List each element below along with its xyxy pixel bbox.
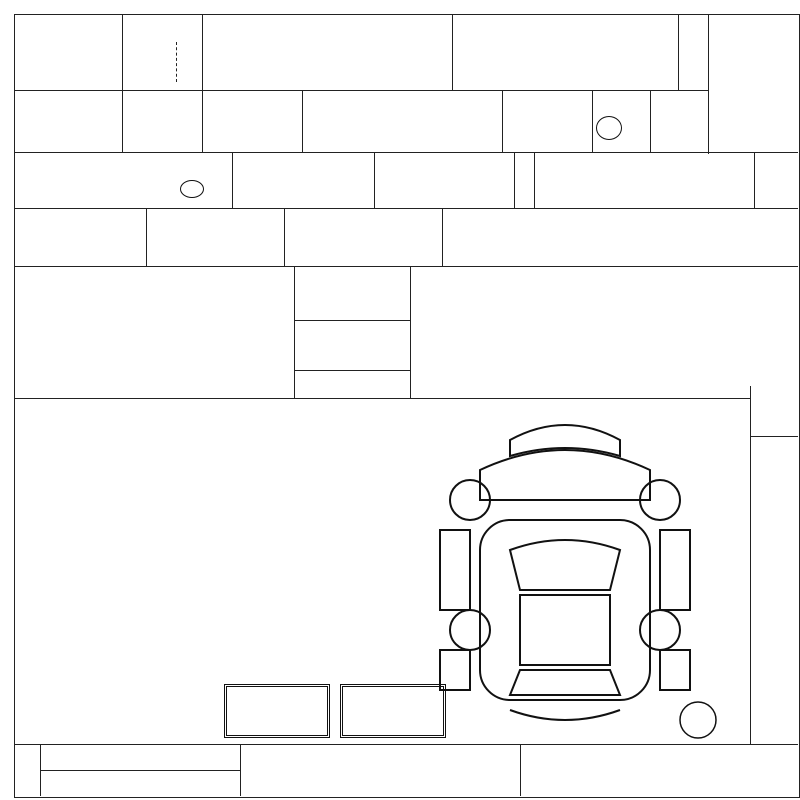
mileage-unit-km bbox=[180, 180, 204, 198]
exterior-wash-stamp bbox=[340, 684, 446, 738]
interior-wash-stamp bbox=[224, 684, 330, 738]
car-diagram bbox=[420, 400, 720, 740]
warranty-yes bbox=[596, 116, 622, 140]
